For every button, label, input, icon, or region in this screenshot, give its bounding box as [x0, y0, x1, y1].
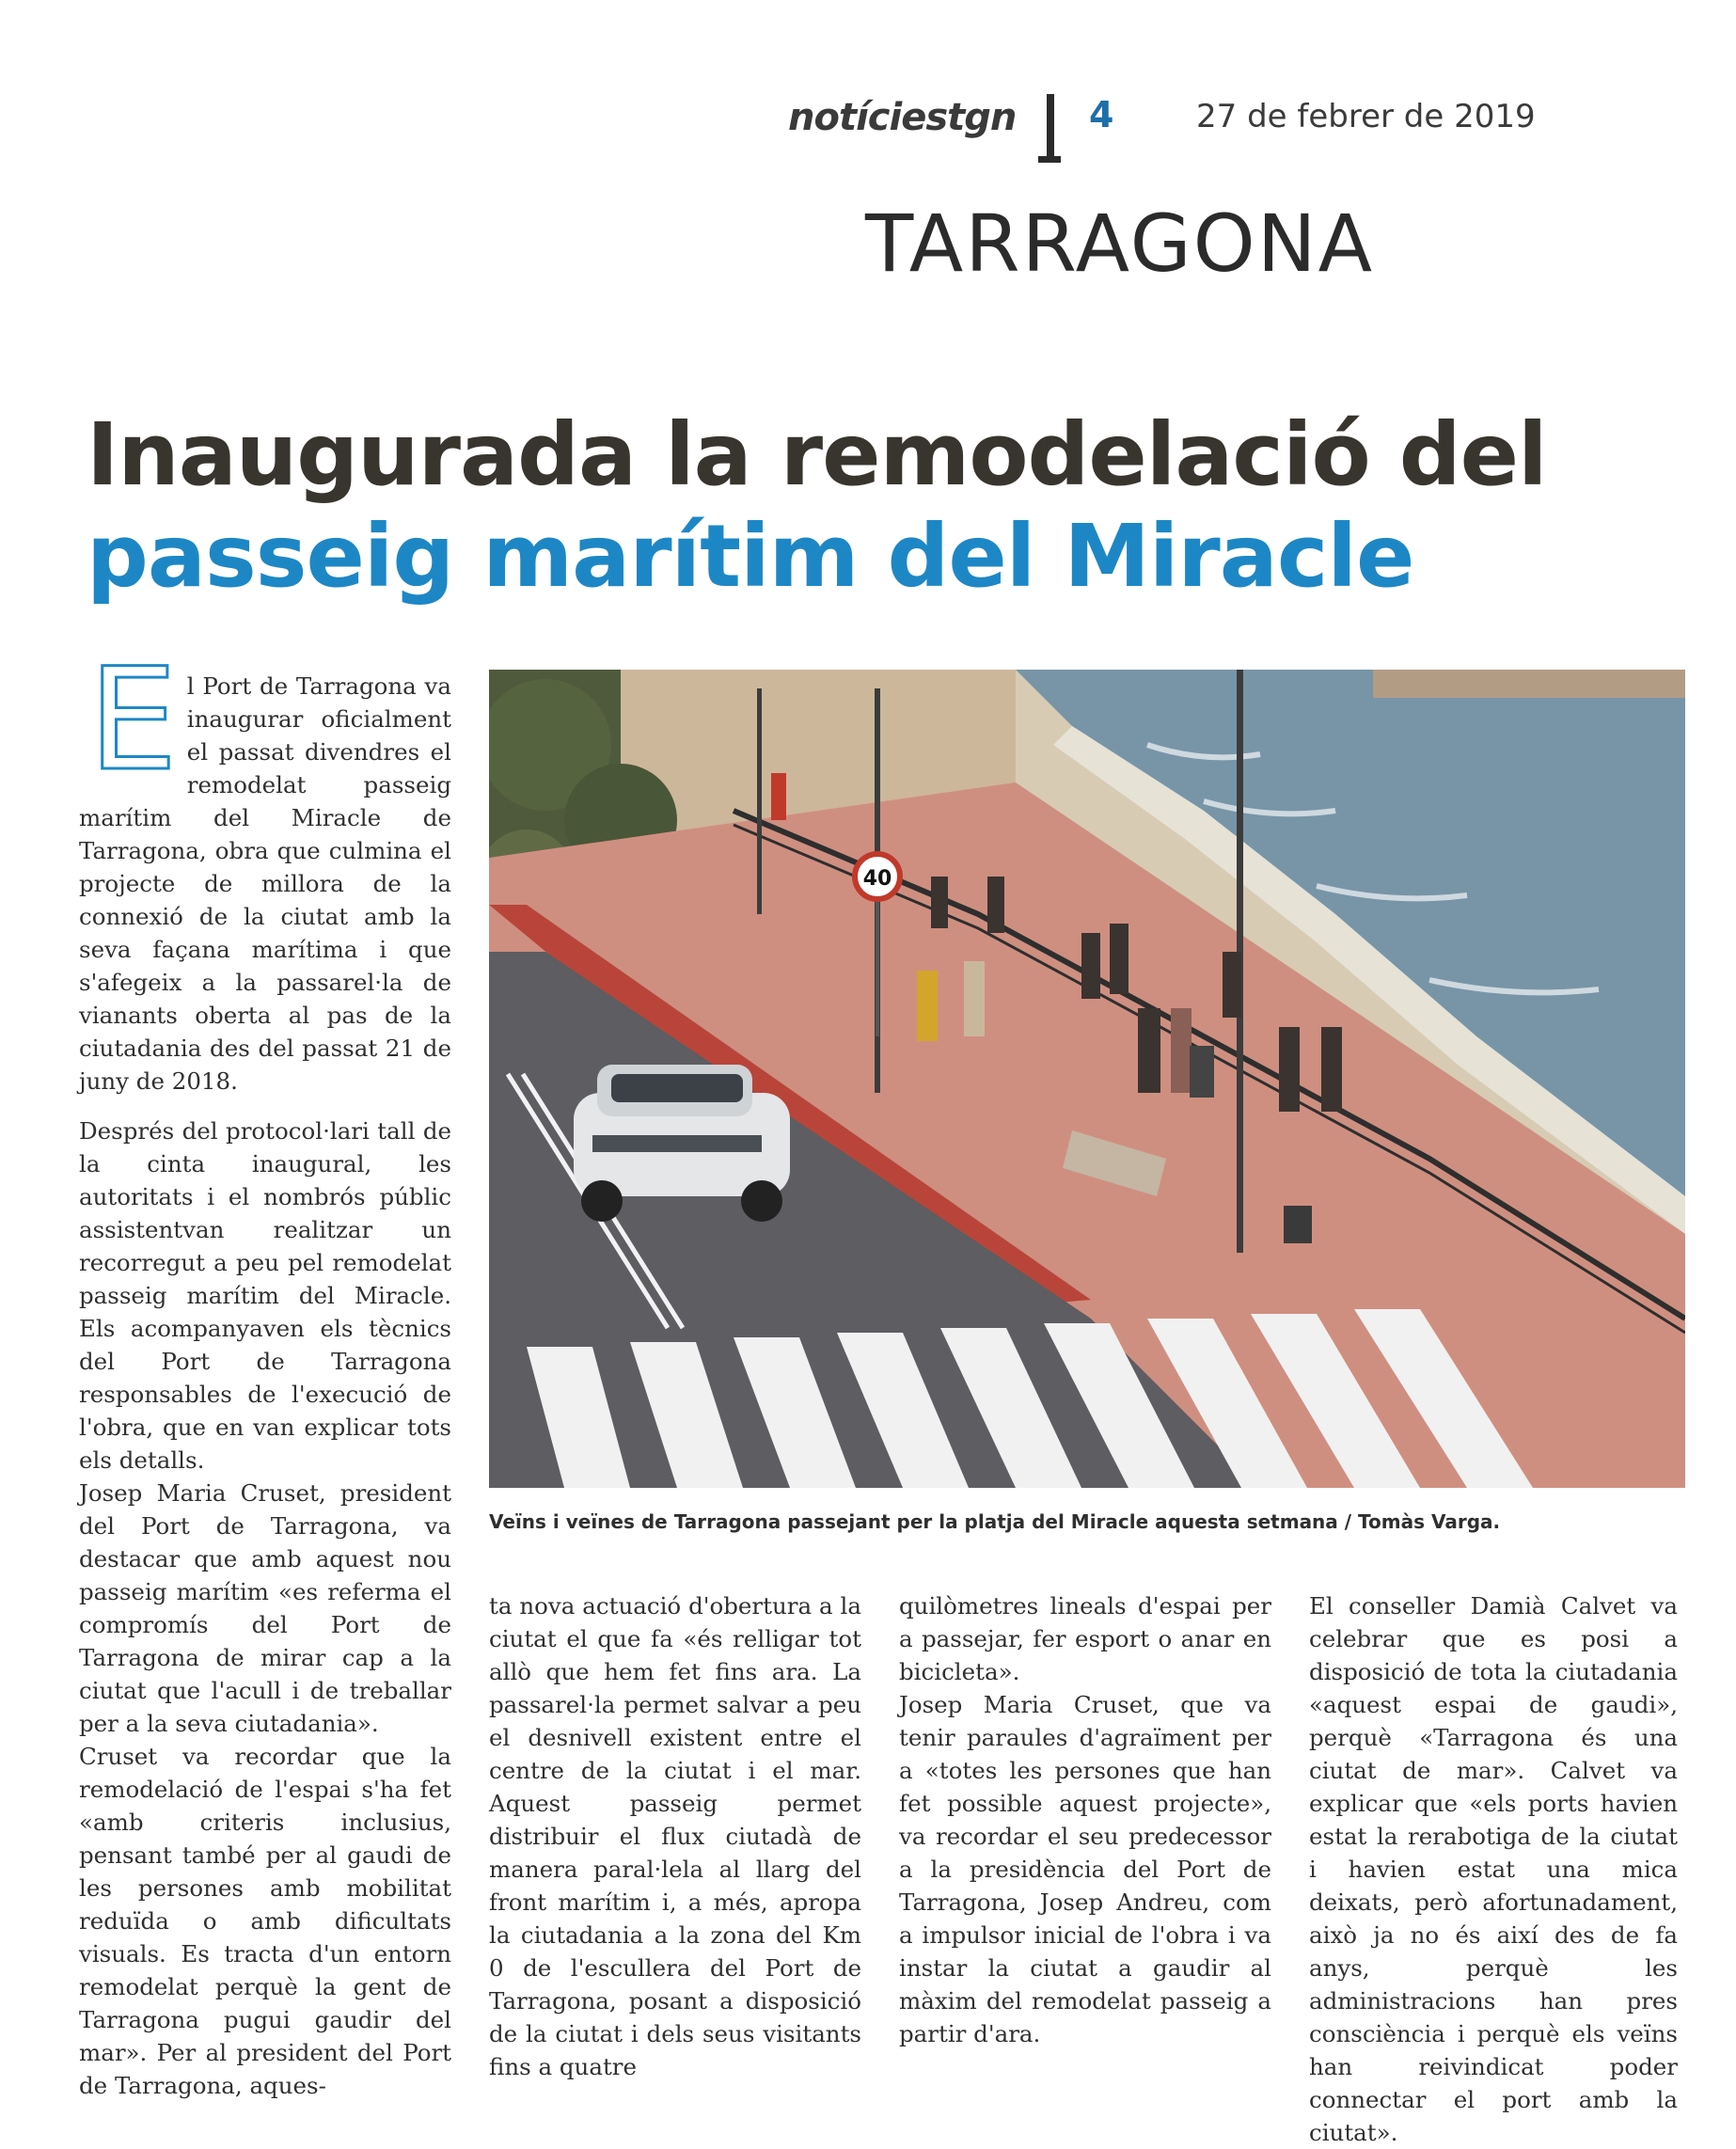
article-column-1	[79, 639, 451, 2102]
drop-cap: E	[88, 639, 178, 802]
article-paragraph: Després del protocol·lari tall de la cinta inaugural, les autoritats i el nombrós públic assistentvan realitzar un recorregut a peu pel remodelat passeig marítim del Miracle. Els acompanyaven els tècnics del Port de Tarragona responsables de l'execució de l'obra, que en van explicar tots els detalls.	[79, 1117, 451, 1474]
issue-date: 27 de febrer de 2019	[1196, 98, 1536, 135]
article-column-3	[899, 1589, 1271, 2050]
article-photo	[489, 670, 1685, 1488]
masthead	[0, 94, 1736, 169]
page-number: 4	[1089, 94, 1114, 135]
article-paragraph: Josep Maria Cruset, que va tenir paraules d'agraïment per a «totes les persones que han fet possible aquest projecte», va recordar el seu predecessor a la presidència del Port de Tarragona, Josep Andreu, com a impulsor inicial de l'obra i va instar la ciutat a gaudir al màxim del remodelat passeig a partir d'ara.	[899, 1691, 1271, 2047]
paragraph-text: l Port de Tarragona va inaugurar oficialment el passat divendres el remodelat passeig marítim del Miracle de Tarragona, obra que culmina el projecte de millora de la connexió de la ciutat amb la seva façana marítima i que s'afegeix a la passarel·la de vianants oberta al pas de la ciutadania des del passat 21 de juny de 2018.	[79, 672, 451, 1095]
article-paragraph: Cruset va recordar que la remodelació de l'espai s'ha fet «amb criteris inclusius, pensant també per al gaudi de les persones amb mobilitat reduïda o amb dificultats visuals. Es tracta d'un entorn remodelat perquè la gent de Tarragona pugui gaudir del mar». Per al president del Port de Tarragona, aques-	[79, 1743, 451, 2099]
speed-sign-label: 40	[862, 867, 892, 891]
article-paragraph: El conseller Damià Calvet va celebrar que es posi a disposició de tota la ciutadania «aquest espai de gaudi», perquè «Tarragona és una ciutat de mar». Calvet va explicar que «els ports havien estat la rerabotiga de la ciutat i havien estat una mica deixats, però afortunadament, això ja no és així des de fa anys, perquè les administracions han pres consciència i perquè els veïns han reivindicat poder connectar el port amb la ciutat».	[1309, 1592, 1678, 2146]
photo-caption: Veïns i veïnes de Tarragona passejant per la platja del Miracle aquesta setmana / Tomàs Varga.	[489, 1510, 1501, 1533]
publication-logo: notíciestgn	[788, 96, 1017, 139]
headline-line-2: passeig marítim del Miracle	[87, 506, 1414, 607]
article-paragraph: Josep Maria Cruset, president del Port de Tarragona, va destacar que amb aquest nou passeig marítim «es referma el compromís del Port de Tarragona de mirar cap a la ciutat que l'acull i de treballar per a la seva ciutadania».	[79, 1479, 451, 1737]
headline	[87, 404, 1638, 608]
article-column-2	[489, 1589, 861, 2083]
article-paragraph: quilòmetres lineals d'espai per a passejar, fer esport o anar en bicicleta».	[899, 1592, 1271, 1685]
headline-line-1: Inaugurada la remodelació del	[87, 404, 1547, 505]
section-title: TARRAGONA	[865, 198, 1375, 290]
article-paragraph: ta nova actuació d'obertura a la ciutat el que fa «és relligar tot allò que hem fet fins ara. La passarel·la permet salvar a peu el desnivell existent entre el centre de la ciutat i el mar. Aquest passeig permet distribuir el flux ciutadà de manera paral·lela al llarg del front marítim i, a més, apropa la ciutadania a la zona del Km 0 de l'escullera del Port de Tarragona, posant a disposició de la ciutat i dels seus visitants fins a quatre	[489, 1592, 861, 2080]
article-column-4	[1309, 1589, 1678, 2149]
masthead-divider-foot	[1038, 156, 1061, 163]
masthead-divider	[1047, 94, 1054, 162]
article-paragraph	[79, 639, 451, 1098]
